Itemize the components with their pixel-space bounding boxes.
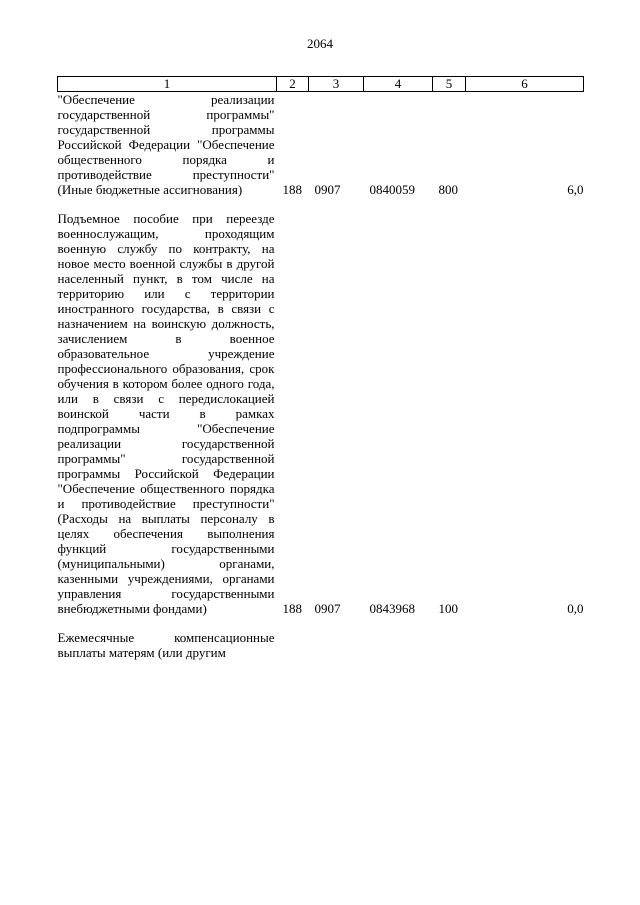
row-sum: 0,0 [567,601,584,616]
column-header: 5 [433,77,466,92]
table-row [58,92,584,198]
row-csr: 0840059 [369,182,415,197]
row-gl: 188 [282,601,302,616]
row-description: Подъемное пособие при переезде военнослужащим, проходящим военную службу по контракту, на новое место военной службы в другой населенный пункт, в том числе на территорию или с территории иностранного государства, в связи с назначением на воинскую должность, зачислением в военное образовательное учреждение профессионального образования, срок обучения в котором более одного года, или в связи с передислокацией воинской части в рамках подпрограммы "Обеспечение реализации государственной программы" государственной программы Российской Федерации "Обеспечение общественного порядка и противодействие преступности" (Расходы на выплаты персоналу в целях обеспечения выполнения функций государственными (муниципальными) органами, казенными учреждениями, органами управления государственными внебюджетными фондами) [57,211,275,616]
column-header: 2 [277,77,309,92]
row-csr: 0843968 [369,601,415,616]
row-rz: 0907 [314,182,341,197]
row-description: Ежемесячные компенсационные выплаты матерям (или другим [57,630,275,660]
row-csr [364,630,433,660]
row-sum: 6,0 [567,182,584,197]
row-sum [466,630,584,660]
row-rz: 0907 [314,601,341,616]
row-vr: 100 [438,601,458,616]
column-header: 4 [364,77,433,92]
column-header: 6 [466,77,584,92]
column-header: 1 [58,77,277,92]
column-header: 3 [309,77,364,92]
row-gl [277,630,309,660]
row-gl: 188 [282,182,302,197]
page-number: 2064 [307,36,333,51]
table-header-row [58,77,584,92]
row-spacer [58,197,584,211]
row-vr [433,630,466,660]
budget-table [57,76,584,660]
table-row [58,630,584,660]
row-vr: 800 [438,182,458,197]
row-spacer [58,616,584,630]
table-row [58,211,584,616]
row-rz [309,630,364,660]
row-description: "Обеспечение реализации государственной программы" государственной программы Российской Федерации "Обеспечение общественного порядка и противодействие преступности" (Иные бюджетные ассигнования) [57,92,275,197]
